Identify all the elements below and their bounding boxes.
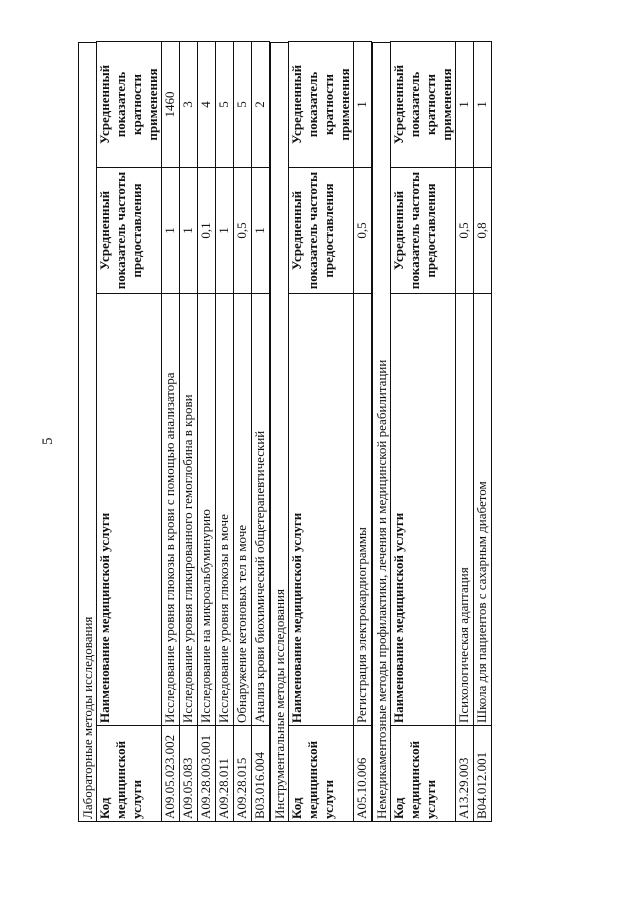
- service-multiplicity: 5: [234, 42, 252, 168]
- service-name: Исследование уровня гликированного гемоглобина в крови: [180, 294, 198, 726]
- service-frequency: 0,8: [474, 168, 492, 294]
- header-name: Наименование медицинской услуги: [391, 294, 456, 726]
- service-multiplicity: 1: [354, 42, 372, 168]
- service-code: A13.29.003: [456, 726, 474, 822]
- table-row: [456, 42, 474, 822]
- service-multiplicity: 2: [252, 42, 270, 168]
- page-number: 5: [40, 437, 56, 445]
- services-table-instrumental: [288, 41, 372, 822]
- service-frequency: 1: [180, 168, 198, 294]
- table-row: [198, 42, 216, 822]
- service-code: B04.012.001: [474, 726, 492, 822]
- service-code: A09.28.003.001: [198, 726, 216, 822]
- service-frequency: 0,5: [234, 168, 252, 294]
- service-multiplicity: 1460: [162, 42, 180, 168]
- section-title-instrumental: Инструментальные методы исследования: [270, 42, 288, 822]
- header-frequency: Усредненный показатель частоты предоставления: [97, 168, 162, 294]
- table-header-row: [289, 42, 354, 822]
- table-header-row: [391, 42, 456, 822]
- service-name: Психологическая адаптация: [456, 294, 474, 726]
- service-multiplicity: 5: [216, 42, 234, 168]
- header-frequency: Усредненный показатель частоты предоставления: [391, 168, 456, 294]
- section-title-laboratory: Лабораторные методы исследования: [78, 42, 96, 822]
- service-code: B03.016.004: [252, 726, 270, 822]
- service-frequency: 0,5: [354, 168, 372, 294]
- service-code: A09.28.015: [234, 726, 252, 822]
- header-name: Наименование медицинской услуги: [97, 294, 162, 726]
- service-name: Исследование уровня глюкозы в моче: [216, 294, 234, 726]
- service-frequency: 1: [162, 168, 180, 294]
- table-row: [252, 42, 270, 822]
- service-name: Регистрация электрокардиограммы: [354, 294, 372, 726]
- service-name: Анализ крови биохимический общетерапевтический: [252, 294, 270, 726]
- header-name: Наименование медицинской услуги: [289, 294, 354, 726]
- table-row: [474, 42, 492, 822]
- header-multiplicity: Усредненный показатель кратности применения: [97, 42, 162, 168]
- service-frequency: 0,5: [456, 168, 474, 294]
- table-row: [354, 42, 372, 822]
- header-frequency: Усредненный показатель частоты предоставления: [289, 168, 354, 294]
- service-frequency: 1: [252, 168, 270, 294]
- header-multiplicity: Усредненный показатель кратности применения: [391, 42, 456, 168]
- table-header-row: [97, 42, 162, 822]
- service-code: A09.05.023.002: [162, 726, 180, 822]
- service-multiplicity: 4: [198, 42, 216, 168]
- service-frequency: 1: [216, 168, 234, 294]
- table-row: [180, 42, 198, 822]
- header-multiplicity: Усредненный показатель кратности применения: [289, 42, 354, 168]
- table-row: [216, 42, 234, 822]
- header-code: Код медицинской услуги: [391, 726, 456, 822]
- services-document: [78, 42, 489, 822]
- service-name: Школа для пациентов с сахарным диабетом: [474, 294, 492, 726]
- service-multiplicity: 1: [456, 42, 474, 168]
- service-name: Исследование на микроальбуминурию: [198, 294, 216, 726]
- services-table-laboratory: [96, 41, 270, 822]
- header-code: Код медицинской услуги: [289, 726, 354, 822]
- service-code: A09.05.083: [180, 726, 198, 822]
- service-code: A09.28.011: [216, 726, 234, 822]
- section-title-non-drug: Немедикаментозные методы профилактики, лечения и медицинской реабилитации: [372, 42, 390, 822]
- table-row: [234, 42, 252, 822]
- service-code: A05.10.006: [354, 726, 372, 822]
- table-row: [162, 42, 180, 822]
- service-frequency: 0,1: [198, 168, 216, 294]
- services-table-non-drug: [390, 41, 492, 822]
- service-name: Обнаружение кетоновых тел в моче: [234, 294, 252, 726]
- service-multiplicity: 3: [180, 42, 198, 168]
- header-code: Код медицинской услуги: [97, 726, 162, 822]
- service-name: Исследование уровня глюкозы в крови с помощью анализатора: [162, 294, 180, 726]
- service-multiplicity: 1: [474, 42, 492, 168]
